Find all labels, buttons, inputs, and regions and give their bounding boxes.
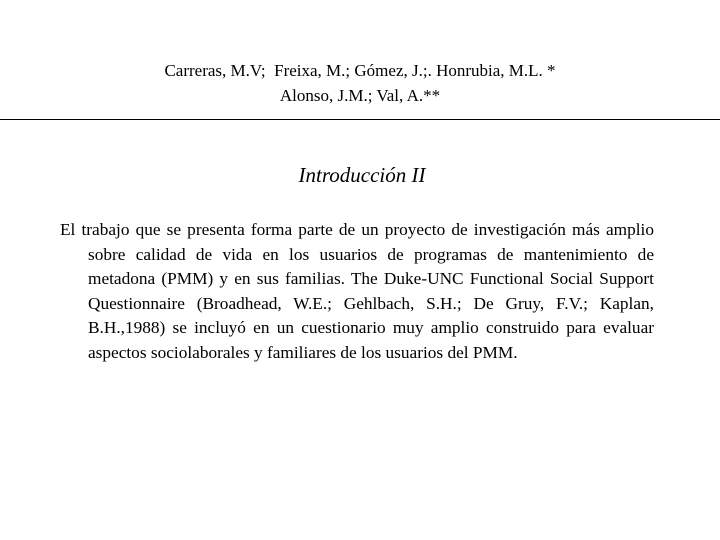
header-divider [0,119,720,120]
section-title: Introducción II [298,163,426,187]
authors-line-2: Alonso, J.M.; Val, A.** [279,86,441,105]
intro-paragraph: El trabajo que se presenta forma parte de un proyecto de investigación más amplio sobre calidad de vida en los usuarios de programas de mantenimiento de metadona (PMM) y en sus familias. The Duke-UNC Functional Social Support Questionnaire (Broadhead, W.E.; Gehlbach, S.H.; De Gruy, F.V.; Kaplan, B.H.,1988) se incluyó en un cuestionario muy amplio construido para evaluar aspectos sociolaborales y familiares de los usuarios del PMM. [60,220,654,362]
authors-line-1: Carreras, M.V; Freixa, M.; Gómez, J.;. Honrubia, M.L. * [164,61,556,80]
author-list [0,58,720,108]
